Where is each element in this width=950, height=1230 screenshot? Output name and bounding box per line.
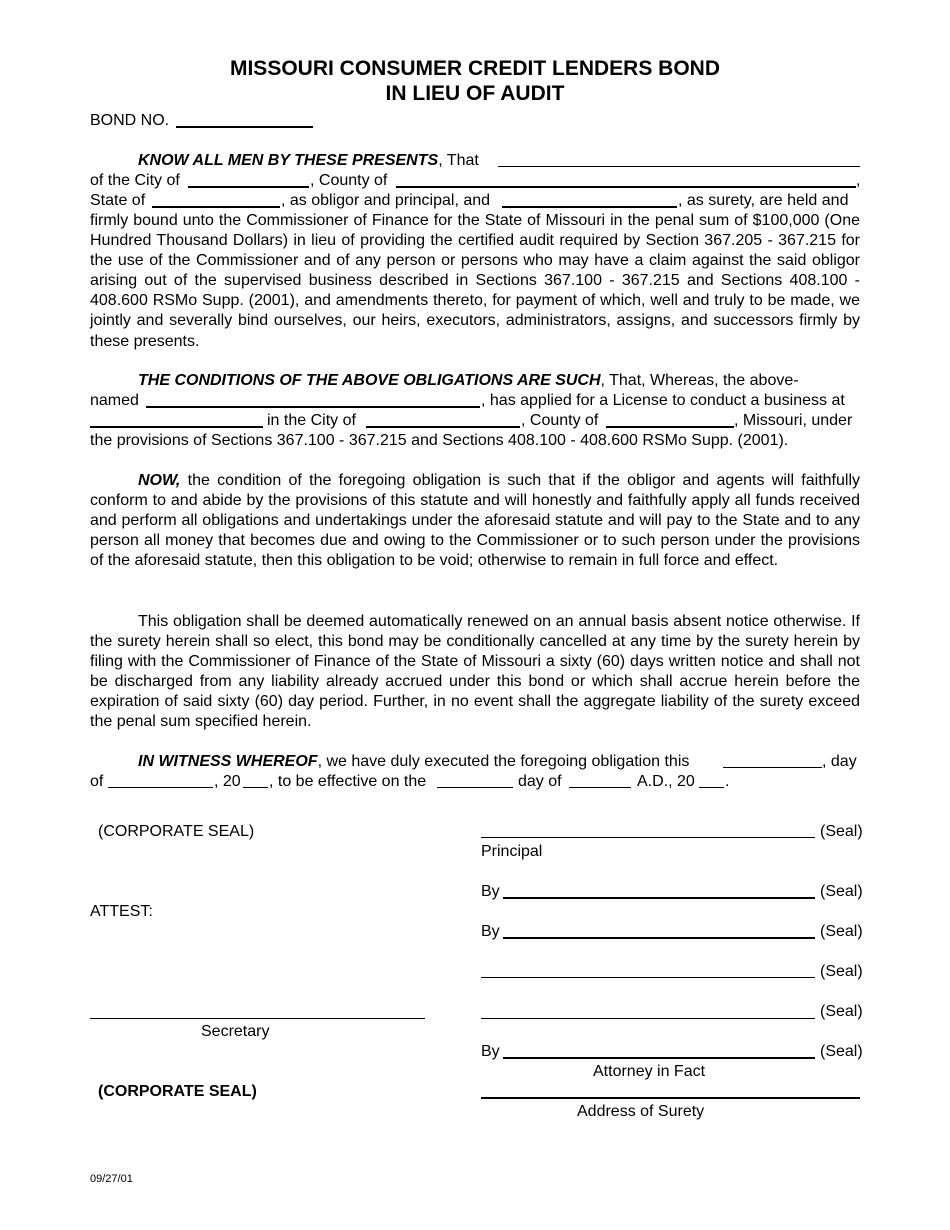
seal-label: (Seal) [820,823,863,840]
p5-effective: , to be effective on the [269,773,427,790]
p5-ad: A.D., 20 [637,773,695,790]
p4-body: This obligation shall be deemed automatically renewed on an annual basis absent notice otherwise. If the surety herein shall so elect, this bond may be conditionally cancelled at any time by the surety herein by filing with the Commissioner of Finance of the State of Missouri a sixty (60) days written notice and shall not be discharged from any liability already accrued under this bond or which shall accrue herein before the expiration of said sixty (60) day period. Further, in no event shall the aggregate liability of the surety exceed the penal sum specified herein. [90,613,860,731]
bond-no-label: BOND NO. [90,112,170,129]
surety-signature-line[interactable] [481,977,815,978]
p1-surety-text: , as surety, are held and [678,192,849,209]
surety-signature-line-2[interactable] [481,1018,815,1019]
effective-month-field[interactable] [569,787,631,788]
seal-label: (Seal) [820,923,863,940]
p5-day: , day [822,753,857,770]
p1-lead-line [138,151,479,171]
p2-after-lead: , That, Whereas, the above- [600,372,799,389]
obligor-city-field[interactable] [188,186,309,188]
effective-year-field[interactable] [699,787,724,788]
address-of-surety-line[interactable] [481,1097,860,1099]
seal-label: (Seal) [820,883,863,900]
p1-comma: , [856,172,861,189]
principal-by-line-2[interactable] [503,937,815,939]
seal-label: (Seal) [820,963,863,980]
p2-county: , County of [521,412,599,429]
by-label: By [481,923,500,940]
obligor-state-field[interactable] [152,206,280,208]
address-of-surety-label: Address of Surety [577,1103,705,1120]
bond-no-field[interactable] [176,126,313,128]
p2-end: the provisions of Sections 367.100 - 367.215 and Sections 408.100 - 408.600 RSMo Supp. (2001). [90,432,789,449]
p2-in-city: in the City of [267,412,356,429]
footer-date: 09/27/01 [90,1173,133,1185]
surety-name-field[interactable] [502,206,677,208]
p1-body: firmly bound unto the Commissioner of Finance for the State of Missouri in the penal sum of $100,000 (One Hundred Thousand Dollars) in lieu of providing the certified audit required by Section 367.205 - 367.215 for the use of the Commissioner and of any person or persons who may have a claim against the said obligor arising out of the supervised business described in Sections 367.100 - 367.215 and Sections 408.100 - 408.600 RSMo Supp. (2001), and amendments thereto, for payment of which, well and truly to be made, we jointly and severally bind ourselves, our heirs, executors, administrators, assigns, and successors firmly by these presents. [90,212,860,350]
p5-text1: , we have duly executed the foregoing obligation this [317,753,690,770]
p4 [90,612,860,733]
form-title-line2: IN LIEU OF AUDIT [385,82,565,105]
p2-applied: , has applied for a License to conduct a business at [481,392,845,409]
witness-year-field[interactable] [243,787,268,788]
attest-label: ATTEST: [90,903,153,920]
p5-lead-line [138,752,689,772]
secretary-label: Secretary [201,1023,270,1040]
p1-state-label: State of [90,192,146,209]
p1-obligor-text: , as obligor and principal, and [281,192,491,209]
seal-label: (Seal) [820,1003,863,1020]
principal-signature-line[interactable] [481,837,815,838]
attorney-in-fact-label: Attorney in Fact [593,1063,706,1080]
p2-lead-line [90,371,860,391]
business-county-field[interactable] [606,426,734,428]
p5-period: . [725,773,730,790]
p3-body: the condition of the foregoing obligation is such that if the obligor and agents will faithfully conform to and abide by the provisions of this statute and will honestly and faithfully apply all funds received and perform all obligations and undertakings under the aforesaid statute and will pay to the State and to any person all money that becomes due and owing to the Commissioner or to such person under the provisions of the aforesaid statute, then this obligation to be void; otherwise to remain in full force and effect. [90,472,860,570]
p3-lead: NOW, [138,472,181,489]
p1-county-label: , County of [310,172,388,189]
licensee-name-field[interactable] [146,406,480,408]
witness-day-field[interactable] [723,767,822,768]
p3 [90,471,860,571]
p5-day-of: day of [518,773,562,790]
p2-missouri: , Missouri, under [734,412,853,429]
by-label: By [481,883,500,900]
seal-label: (Seal) [820,1043,863,1060]
business-address-field[interactable] [90,426,263,428]
principal-by-line-1[interactable] [503,897,815,899]
attorney-in-fact-line[interactable] [503,1057,815,1059]
p1-lead: KNOW ALL MEN BY THESE PRESENTS [138,152,439,169]
secretary-signature-line[interactable] [90,1018,425,1019]
corporate-seal-bottom: (CORPORATE SEAL) [98,1083,257,1100]
obligor-name-field[interactable] [498,166,860,167]
p1-that: , That [438,152,479,169]
witness-month-field[interactable] [108,787,213,788]
p1-city-label: of the City of [90,172,180,189]
p5-of: of [90,773,104,790]
obligor-county-field[interactable] [396,186,856,188]
p5-lead: IN WITNESS WHEREOF [138,753,318,770]
by-label: By [481,1043,500,1060]
p5-year: , 20 [214,773,241,790]
effective-day-field[interactable] [437,787,513,788]
form-title-line1: MISSOURI CONSUMER CREDIT LENDERS BOND [229,57,721,80]
p2-lead: THE CONDITIONS OF THE ABOVE OBLIGATIONS ARE SUCH [138,372,601,389]
corporate-seal-top: (CORPORATE SEAL) [98,823,255,840]
business-city-field[interactable] [366,426,520,428]
principal-label: Principal [481,843,543,860]
p2-named: named [90,392,139,409]
